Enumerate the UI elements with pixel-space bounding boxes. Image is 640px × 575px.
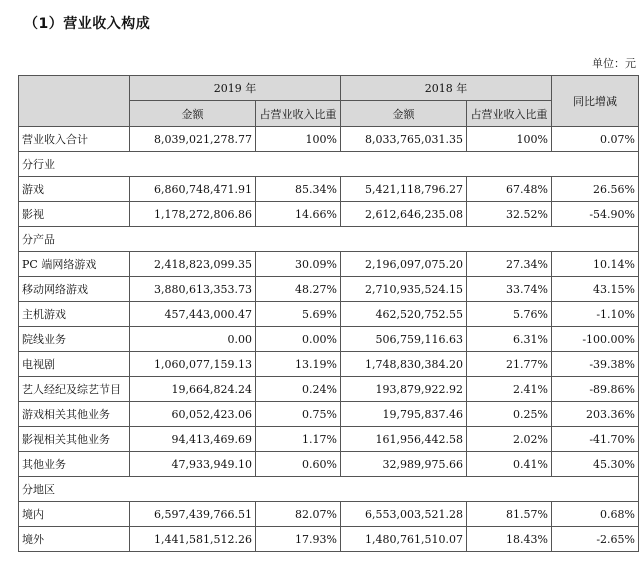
amount-2018: 1,748,830,384.20 (341, 352, 467, 377)
header-2019: 2019 年 (130, 76, 341, 101)
header-ratio-2019: 占营业收入比重 (256, 101, 341, 127)
revenue-table (18, 75, 639, 552)
yoy: 203.36% (552, 402, 639, 427)
yoy: -41.70% (552, 427, 639, 452)
table-row (19, 502, 639, 527)
row-label: 境外 (19, 527, 130, 552)
header-amount-2019: 金额 (130, 101, 256, 127)
amount-2018: 161,956,442.58 (341, 427, 467, 452)
row-label: PC 端网络游戏 (19, 252, 130, 277)
ratio-2018: 21.77% (467, 352, 552, 377)
header-2018: 2018 年 (341, 76, 552, 101)
ratio-2019: 85.34% (256, 177, 341, 202)
row-label: 电视剧 (19, 352, 130, 377)
yoy: 26.56% (552, 177, 639, 202)
yoy: 10.14% (552, 252, 639, 277)
ratio-2019: 13.19% (256, 352, 341, 377)
total-label: 营业收入合计 (19, 127, 130, 152)
row-label: 主机游戏 (19, 302, 130, 327)
yoy: -39.38% (552, 352, 639, 377)
ratio-2018: 0.25% (467, 402, 552, 427)
section-header-row (19, 227, 639, 252)
total-ratio-2019: 100% (256, 127, 341, 152)
ratio-2019: 1.17% (256, 427, 341, 452)
section-title-cell: 分地区 (19, 477, 639, 502)
section-header-row (19, 477, 639, 502)
section-title-cell: 分产品 (19, 227, 639, 252)
section-header-row (19, 152, 639, 177)
amount-2019: 6,597,439,766.51 (130, 502, 256, 527)
amount-2019: 0.00 (130, 327, 256, 352)
ratio-2018: 81.57% (467, 502, 552, 527)
ratio-2018: 6.31% (467, 327, 552, 352)
row-label: 其他业务 (19, 452, 130, 477)
yoy: 0.68% (552, 502, 639, 527)
amount-2019: 19,664,824.24 (130, 377, 256, 402)
ratio-2018: 33.74% (467, 277, 552, 302)
section-title-cell: 分行业 (19, 152, 639, 177)
row-label: 移动网络游戏 (19, 277, 130, 302)
ratio-2019: 5.69% (256, 302, 341, 327)
ratio-2019: 48.27% (256, 277, 341, 302)
table-row (19, 252, 639, 277)
amount-2019: 2,418,823,099.35 (130, 252, 256, 277)
yoy: -1.10% (552, 302, 639, 327)
table-row (19, 402, 639, 427)
ratio-2018: 0.41% (467, 452, 552, 477)
yoy: -100.00% (552, 327, 639, 352)
amount-2018: 19,795,837.46 (341, 402, 467, 427)
row-label: 艺人经纪及综艺节目 (19, 377, 130, 402)
yoy: 45.30% (552, 452, 639, 477)
yoy: -89.86% (552, 377, 639, 402)
amount-2018: 1,480,761,510.07 (341, 527, 467, 552)
amount-2019: 3,880,613,353.73 (130, 277, 256, 302)
amount-2018: 2,710,935,524.15 (341, 277, 467, 302)
section-title: （1）营业收入构成 (24, 16, 151, 32)
table-row (19, 327, 639, 352)
amount-2019: 1,178,272,806.86 (130, 202, 256, 227)
ratio-2019: 0.24% (256, 377, 341, 402)
table-row (19, 427, 639, 452)
amount-2018: 5,421,118,796.27 (341, 177, 467, 202)
table-row (19, 177, 639, 202)
ratio-2019: 30.09% (256, 252, 341, 277)
amount-2019: 47,933,949.10 (130, 452, 256, 477)
amount-2018: 2,196,097,075.20 (341, 252, 467, 277)
row-label: 影视 (19, 202, 130, 227)
ratio-2019: 0.75% (256, 402, 341, 427)
row-label: 游戏相关其他业务 (19, 402, 130, 427)
row-label: 院线业务 (19, 327, 130, 352)
total-yoy: 0.07% (552, 127, 639, 152)
yoy: 43.15% (552, 277, 639, 302)
total-amount-2019: 8,039,021,278.77 (130, 127, 256, 152)
table-row (19, 202, 639, 227)
ratio-2018: 32.52% (467, 202, 552, 227)
table-row (19, 352, 639, 377)
table-row (19, 527, 639, 552)
table-row (19, 452, 639, 477)
amount-2018: 462,520,752.55 (341, 302, 467, 327)
yoy: -2.65% (552, 527, 639, 552)
table-row (19, 277, 639, 302)
ratio-2018: 18.43% (467, 527, 552, 552)
amount-2019: 1,441,581,512.26 (130, 527, 256, 552)
ratio-2018: 5.76% (467, 302, 552, 327)
ratio-2018: 67.48% (467, 177, 552, 202)
ratio-2019: 14.66% (256, 202, 341, 227)
amount-2018: 32,989,975.66 (341, 452, 467, 477)
yoy: -54.90% (552, 202, 639, 227)
table-row (19, 377, 639, 402)
row-label: 影视相关其他业务 (19, 427, 130, 452)
unit-label: 单位：元 (592, 57, 636, 70)
amount-2019: 6,860,748,471.91 (130, 177, 256, 202)
ratio-2018: 2.02% (467, 427, 552, 452)
amount-2018: 6,553,003,521.28 (341, 502, 467, 527)
header-ratio-2018: 占营业收入比重 (467, 101, 552, 127)
row-label: 境内 (19, 502, 130, 527)
amount-2019: 457,443,000.47 (130, 302, 256, 327)
ratio-2018: 2.41% (467, 377, 552, 402)
total-row (19, 127, 639, 152)
header-yoy: 同比增减 (552, 76, 639, 127)
header-amount-2018: 金额 (341, 101, 467, 127)
ratio-2018: 27.34% (467, 252, 552, 277)
amount-2018: 193,879,922.92 (341, 377, 467, 402)
row-label: 游戏 (19, 177, 130, 202)
header-row-years (19, 76, 639, 101)
amount-2018: 2,612,646,235.08 (341, 202, 467, 227)
amount-2018: 506,759,116.63 (341, 327, 467, 352)
ratio-2019: 82.07% (256, 502, 341, 527)
total-ratio-2018: 100% (467, 127, 552, 152)
amount-2019: 60,052,423.06 (130, 402, 256, 427)
amount-2019: 1,060,077,159.13 (130, 352, 256, 377)
amount-2019: 94,413,469.69 (130, 427, 256, 452)
table-row (19, 302, 639, 327)
ratio-2019: 17.93% (256, 527, 341, 552)
header-blank (19, 76, 130, 127)
total-amount-2018: 8,033,765,031.35 (341, 127, 467, 152)
ratio-2019: 0.60% (256, 452, 341, 477)
ratio-2019: 0.00% (256, 327, 341, 352)
